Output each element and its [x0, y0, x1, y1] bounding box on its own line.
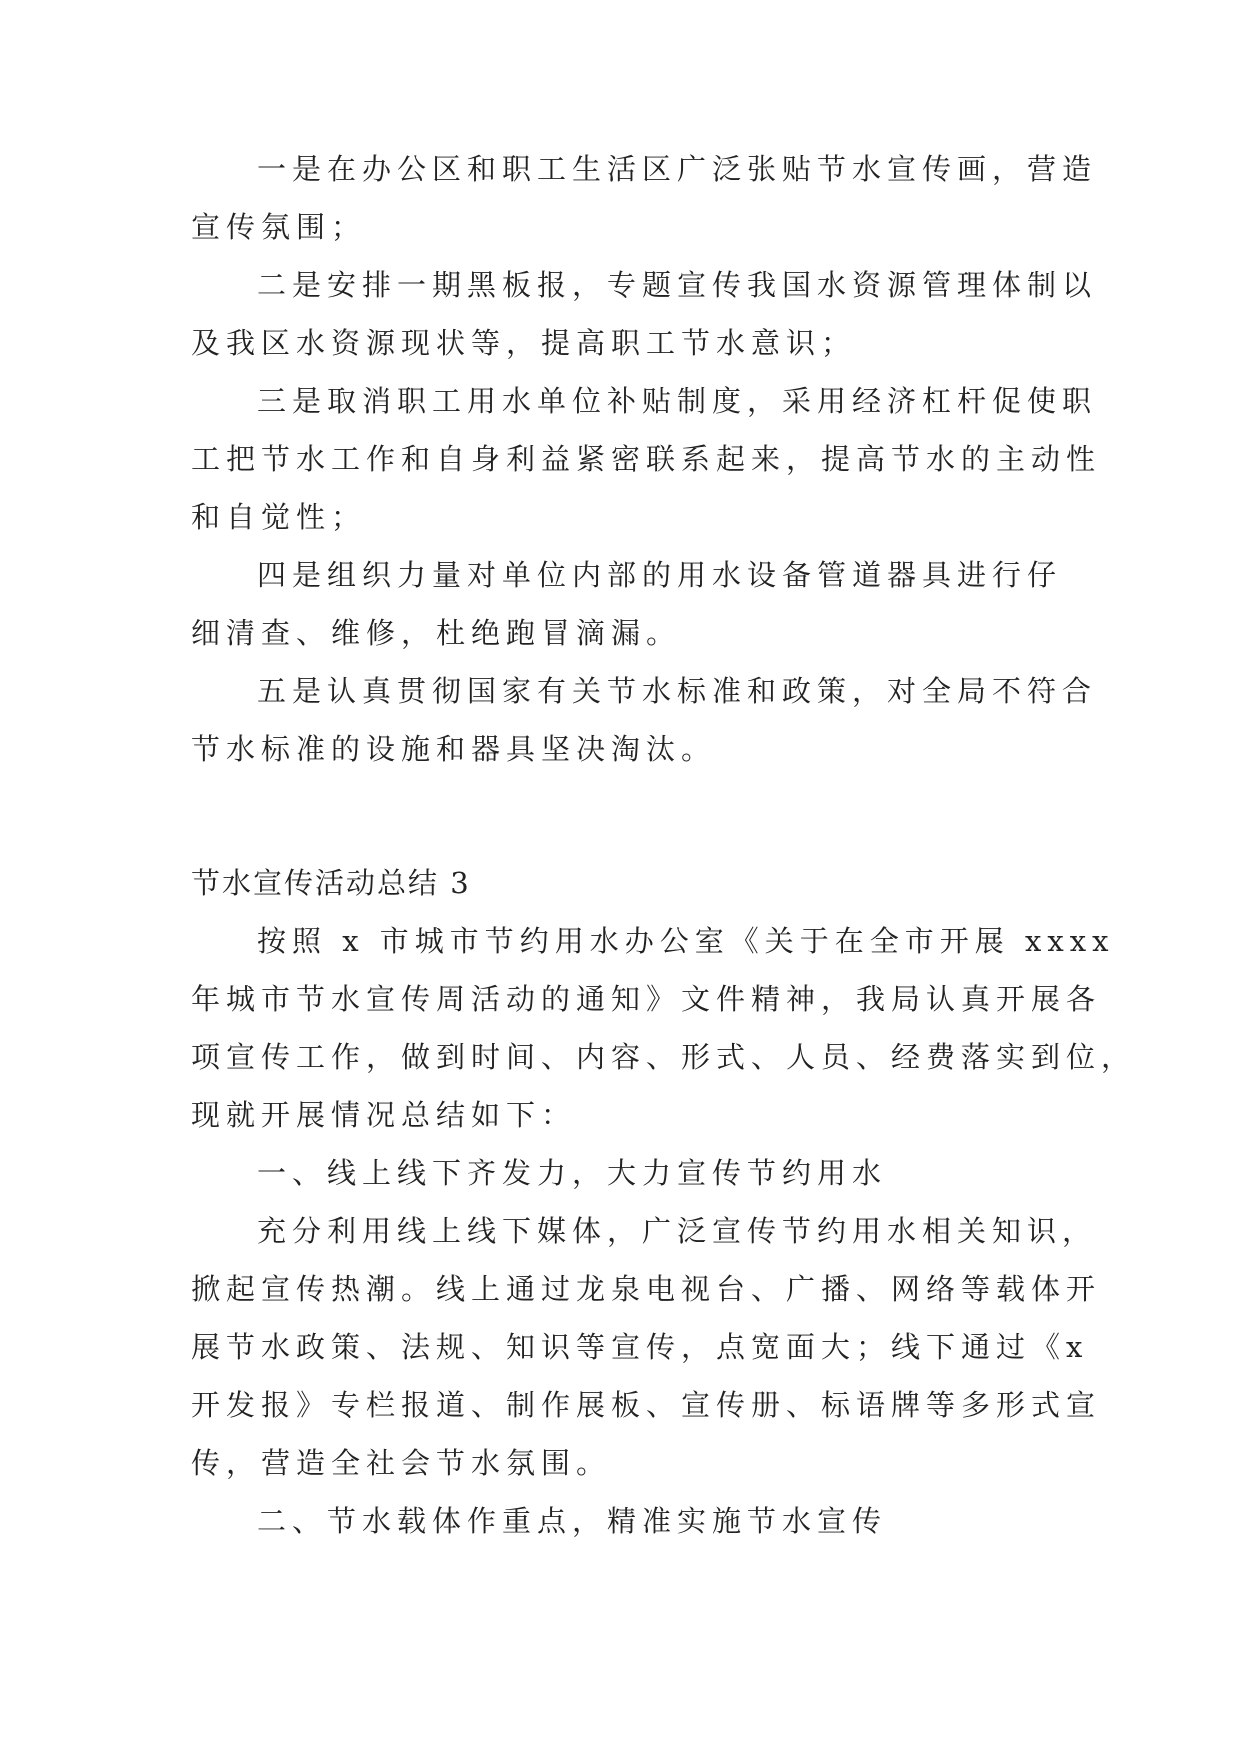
text-line: 及我区水资源现状等，提高职工节水意识；	[191, 326, 857, 360]
paragraph	[191, 1144, 1051, 1202]
paragraph	[191, 1492, 1051, 1550]
subheading-line: 一、线上线下齐发力，大力宣传节约用水	[257, 1156, 888, 1190]
text-line: 按照 x 市城市节约用水办公室《关于在全市开展 xxxx	[257, 924, 1115, 958]
text-line: 三是取消职工用水单位补贴制度，采用经济杠杆促使职	[257, 384, 1098, 418]
text-line: 四是组织力量对单位内部的用水设备管道器具进行仔	[257, 558, 1063, 592]
text-line: 掀起宣传热潮。线上通过龙泉电视台、广播、网络等载体开	[191, 1272, 1102, 1306]
top-paragraphs	[191, 140, 1102, 778]
text-line: 和自觉性；	[191, 500, 367, 534]
text-line: 展节水政策、法规、知识等宣传，点宽面大；线下通过《x	[191, 1330, 1089, 1364]
paragraph	[191, 1202, 1102, 1492]
paragraph	[191, 256, 1098, 372]
section-title: 节水宣传活动总结 3	[191, 866, 471, 900]
section-title-block	[191, 854, 1051, 912]
bottom-paragraphs	[191, 912, 1137, 1550]
paragraph	[191, 912, 1137, 1144]
text-line: 一是在办公区和职工生活区广泛张贴节水宣传画，营造	[257, 152, 1098, 186]
paragraph	[191, 372, 1102, 546]
paragraph	[191, 140, 1098, 256]
text-line: 宣传氛围；	[191, 210, 367, 244]
text-line: 细清查、维修，杜绝跑冒滴漏。	[191, 616, 682, 650]
text-line: 充分利用线上线下媒体，广泛宣传节约用水相关知识，	[257, 1214, 1098, 1248]
text-line: 工把节水工作和自身利益紧密联系起来，提高节水的主动性	[191, 442, 1102, 476]
text-line: 年城市节水宣传周活动的通知》文件精神，我局认真开展各	[191, 982, 1102, 1016]
text-line: 二是安排一期黑板报，专题宣传我国水资源管理体制以	[257, 268, 1098, 302]
text-line: 开发报》专栏报道、制作展板、宣传册、标语牌等多形式宣	[191, 1388, 1102, 1422]
paragraph	[191, 662, 1098, 778]
subheading-line: 二、节水载体作重点，精准实施节水宣传	[257, 1504, 888, 1538]
text-line: 五是认真贯彻国家有关节水标准和政策，对全局不符合	[257, 674, 1098, 708]
text-line: 现就开展情况总结如下：	[191, 1098, 577, 1132]
text-line: 项宣传工作，做到时间、内容、形式、人员、经费落实到位，	[191, 1040, 1137, 1074]
text-line: 节水标准的设施和器具坚决淘汰。	[191, 732, 717, 766]
paragraph	[191, 546, 1063, 662]
text-line: 传，营造全社会节水氛围。	[191, 1446, 612, 1480]
